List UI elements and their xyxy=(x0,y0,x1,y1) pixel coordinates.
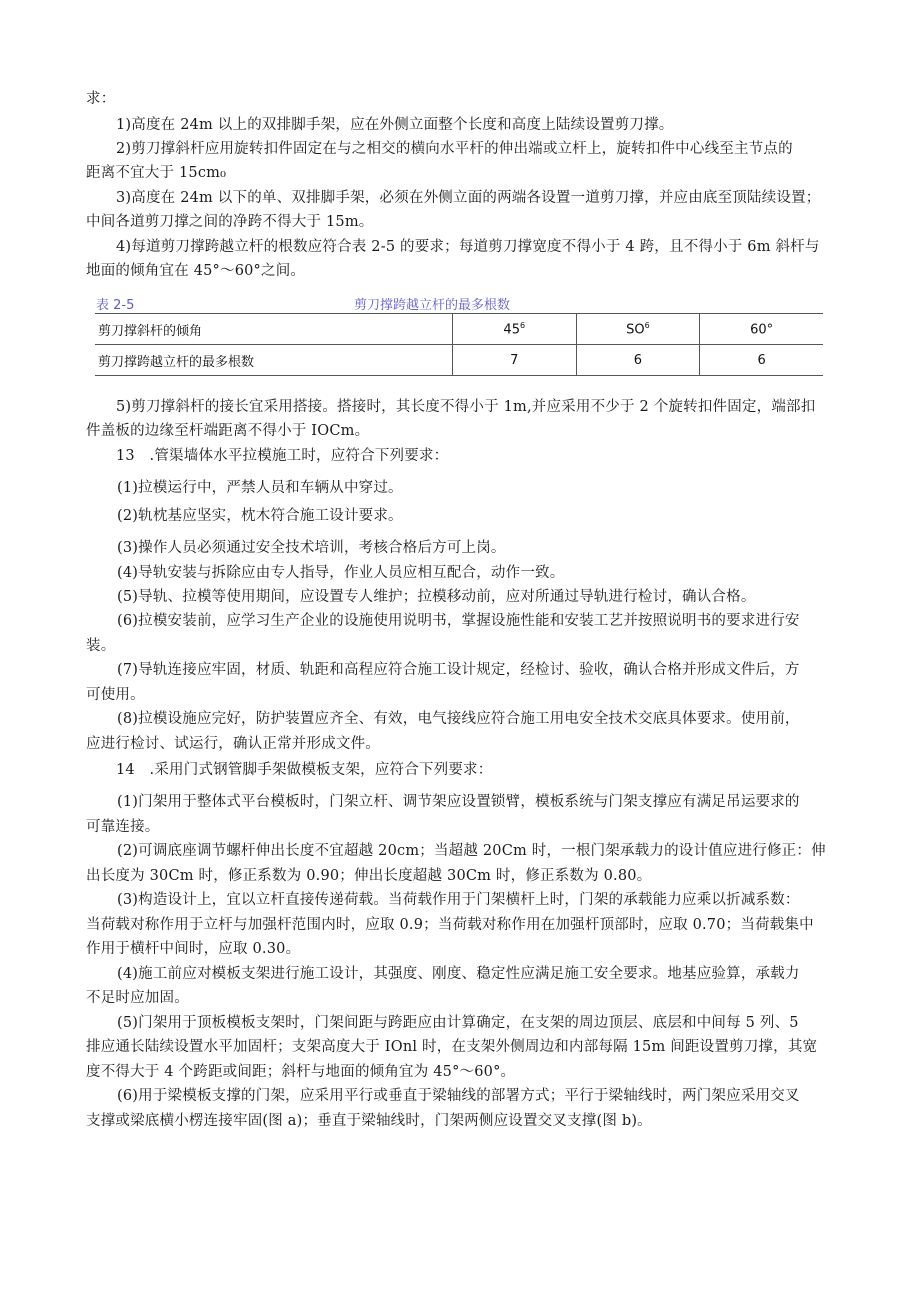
section-14-item-1-line1: (1)门架用于整体式平台模板时，门架立杆、调节架应设置锁臂，模板系统与门架支撑应有满足吊运要求的 xyxy=(117,794,800,810)
section-14-item-2-line2: 出长度为 30Cm 时，修正系数为 0.90；伸出长度超越 30Cm 时，修正系数为 0.80。 xyxy=(86,868,652,884)
section-14-item-4-line2: 不足时应加固。 xyxy=(86,990,189,1006)
table-caption xyxy=(96,294,823,312)
section-14-item-5-line3: 度不得大于 4 个跨距或间距；斜杆与地面的倾角宜为 45°～60°。 xyxy=(86,1064,516,1080)
section-14-item-6-line2: 支撑或梁底横小楞连接牢固(图 a)；垂直于梁轴线时，门架两侧应设置交叉支撑(图 b)。 xyxy=(86,1113,652,1129)
cell-angle-50: $SO^6$ xyxy=(576,314,700,345)
section-13-item-1: (1)拉模运行中，严禁人员和车辆从中穿过。 xyxy=(117,480,403,496)
section-13-item-7-line1: (7)导轨连接应牢固，材质、轨距和高程应符合施工设计规定，经检讨、验收，确认合格并形成文件后，方 xyxy=(117,662,800,678)
cell-count-45: 7 xyxy=(452,345,576,376)
section-14-heading: 14 .采用门式钢管脚手架做模板支架，应符合下列要求： xyxy=(116,762,493,778)
clause-3-line2: 中间各道剪刀撑之间的净跨不得大于 15m。 xyxy=(86,214,374,230)
row-label: 剪刀撑跨越立杆的最多根数 xyxy=(95,345,452,376)
cell-count-50: 6 xyxy=(576,345,700,376)
section-13-item-6-line2: 装。 xyxy=(86,638,116,654)
clause-2-line1: 2)剪刀撑斜杆应用旋转扣件固定在与之相交的横向水平杆的伸出端或立杆上，旋转扣件中心线至主节点的 xyxy=(116,141,793,157)
clause-4-line1: 4)每道剪刀撑跨越立杆的根数应符合表 2-5 的要求；每道剪刀撑宽度不得小于 4 跨，且不得小于 6m 斜杆与 xyxy=(116,239,820,255)
table-row xyxy=(95,345,823,376)
section-14-item-5-line2: 排应通长陆续设置水平加固杆；支架高度大于 IOnl 时，在支架外侧周边和内部每隔 15m 间距设置剪刀撑，其宽 xyxy=(86,1039,818,1055)
table-title: 剪刀撑跨越立杆的最多根数 xyxy=(354,298,511,313)
cell-count-60: 6 xyxy=(700,345,823,376)
scissor-brace-table xyxy=(95,313,823,376)
section-14-item-1-line2: 可靠连接。 xyxy=(86,819,160,835)
row-label: 剪刀撑斜杆的倾角 xyxy=(95,314,452,345)
paragraph-continuation: 求： xyxy=(86,91,116,107)
clause-5-line1: 5)剪刀撑斜杆的接长宜采用搭接。搭接时，其长度不得小于 1m,并应采用不少于 2 个旋转扣件固定，端部扣 xyxy=(116,399,816,415)
section-13-item-5: (5)导轨、拉模等使用期间，应设置专人维护；拉模移动前，应对所通过导轨进行检讨，确认合格。 xyxy=(117,589,756,605)
clause-5-line2: 件盖板的边缘至杆端距离不得小于 IOCm。 xyxy=(86,423,370,439)
table-row xyxy=(95,314,823,345)
section-13-item-2: (2)轨枕基应坚实，枕木符合施工设计要求。 xyxy=(117,508,403,524)
clause-1: 1)高度在 24m 以上的双排脚手架，应在外侧立面整个长度和高度上陆续设置剪刀撑。 xyxy=(116,117,674,133)
section-14-item-4-line1: (4)施工前应对模板支架进行施工设计，其强度、刚度、稳定性应满足施工安全要求。地基应验算，承载力 xyxy=(117,966,800,982)
cell-angle-45: $45^6$ xyxy=(452,314,576,345)
section-13-item-7-line2: 可使用。 xyxy=(86,687,145,703)
section-13-item-6-line1: (6)拉模安装前，应学习生产企业的设施使用说明书，掌握设施性能和安装工艺并按照说明书的要求进行安 xyxy=(117,613,800,629)
section-14-item-3-line1: (3)构造设计上，宜以立杆直接传递荷载。当荷载作用于门架横杆上时，门架的承载能力应乘以折减系数： xyxy=(117,892,800,908)
section-14-item-2-line1: (2)可调底座调节螺杆伸出长度不宜超越 20cm；当超越 20Cm 时，一根门架承载力的设计值应进行修正：伸 xyxy=(117,843,826,859)
section-14-item-6-line1: (6)用于梁模板支撑的门架，应采用平行或垂直于梁轴线的部署方式；平行于梁轴线时，两门架应采用交叉 xyxy=(117,1088,800,1104)
section-13-heading: 13 .管渠墙体水平拉模施工时，应符合下列要求： xyxy=(116,448,449,464)
table-number: 表 2-5 xyxy=(96,298,135,313)
section-13-item-3: (3)操作人员必须通过安全技术培训，考核合格后方可上岗。 xyxy=(117,540,506,556)
clause-2-line2: 距离不宜大于 15cm₀ xyxy=(86,165,227,181)
section-13-item-8-line1: (8)拉模设施应完好，防护装置应齐全、有效，电气接线应符合施工用电安全技术交底具体要求。使用前， xyxy=(117,711,800,727)
section-14-item-3-line3: 作用于横杆中间时，应取 0.30。 xyxy=(86,941,301,957)
clause-4-line2: 地面的倾角宜在 45°～60°之间。 xyxy=(86,263,306,279)
cell-angle-60: 60° xyxy=(700,314,823,345)
section-13-item-4: (4)导轨安装与拆除应由专人指导，作业人员应相互配合，动作一致。 xyxy=(117,565,565,581)
section-13-item-8-line2: 应进行检讨、试运行，确认正常并形成文件。 xyxy=(86,736,380,752)
section-14-item-5-line1: (5)门架用于顶板模板支架时，门架间距与跨距应由计算确定，在支架的周边顶层、底层和中间每 5 列、5 xyxy=(117,1015,799,1031)
clause-3-line1: 3)高度在 24m 以下的单、双排脚手架，必须在外侧立面的两端各设置一道剪刀撑，并应由底至顶陆续设置； xyxy=(116,190,821,206)
section-14-item-3-line2: 当荷载对称作用于立杆与加强杆范围内时，应取 0.9；当荷载对称作用在加强杆顶部时，应取 0.70；当荷载集中 xyxy=(86,917,814,933)
